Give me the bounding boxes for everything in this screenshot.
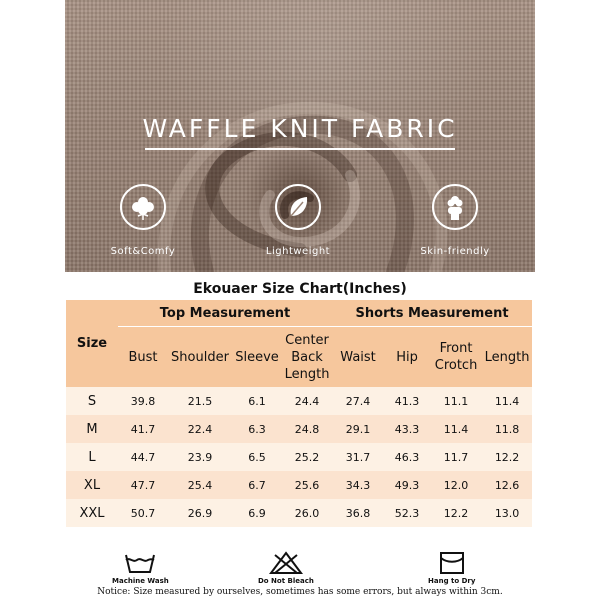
table-cell: 25.6 [282, 471, 332, 499]
table-cell: 43.3 [384, 415, 430, 443]
column-header-waist: Waist [332, 327, 384, 388]
size-cell: XXL [66, 499, 118, 527]
feature-label: Lightweight [265, 246, 331, 257]
table-cell: 11.4 [430, 415, 482, 443]
size-notice: Notice: Size measured by ourselves, sometimes has some errors, but always within 3cm. [97, 587, 503, 597]
column-header-sleeve: Sleeve [232, 327, 282, 388]
top-measurement-header: Top Measurement [118, 300, 332, 327]
size-chart-title: Ekouaer Size Chart(Inches) [193, 281, 407, 297]
care-item-do-not-bleach [258, 551, 314, 585]
table-cell: 24.4 [282, 387, 332, 415]
table-cell: 26.9 [168, 499, 232, 527]
column-header-front-crotch: Front Crotch [430, 327, 482, 388]
table-row [66, 387, 532, 415]
table-cell: 25.2 [282, 443, 332, 471]
hang-to-dry-icon [437, 551, 467, 575]
feature-label: Soft&Comfy [110, 246, 176, 257]
cotton-flower-icon [120, 184, 166, 230]
table-cell: 6.1 [232, 387, 282, 415]
fabric-hero-image [65, 0, 535, 272]
table-cell: 13.0 [482, 499, 532, 527]
shorts-measurement-header: Shorts Measurement [332, 300, 532, 327]
column-header-length: Length [482, 327, 532, 388]
title-underline [145, 148, 455, 150]
fabric-title: WAFFLE KNIT FABRIC [142, 114, 458, 143]
table-row [66, 443, 532, 471]
size-column-header: Size [66, 300, 118, 387]
column-header-bust: Bust [118, 327, 168, 388]
table-cell: 6.7 [232, 471, 282, 499]
table-cell: 23.9 [168, 443, 232, 471]
table-cell: 47.7 [118, 471, 168, 499]
table-cell: 41.7 [118, 415, 168, 443]
care-label: Machine Wash [112, 577, 169, 585]
table-cell: 12.0 [430, 471, 482, 499]
column-header-shoulder: Shoulder [168, 327, 232, 388]
table-cell: 22.4 [168, 415, 232, 443]
care-label: Hang to Dry [428, 577, 476, 585]
table-cell: 12.6 [482, 471, 532, 499]
size-chart-table [66, 300, 532, 527]
table-cell: 26.0 [282, 499, 332, 527]
table-cell: 24.8 [282, 415, 332, 443]
table-cell: 11.7 [430, 443, 482, 471]
table-cell: 44.7 [118, 443, 168, 471]
table-row [66, 415, 532, 443]
table-row [66, 471, 532, 499]
table-cell: 29.1 [332, 415, 384, 443]
table-cell: 11.4 [482, 387, 532, 415]
table-cell: 49.3 [384, 471, 430, 499]
care-item-hang-to-dry [428, 551, 475, 585]
table-cell: 12.2 [482, 443, 532, 471]
table-cell: 36.8 [332, 499, 384, 527]
machine-wash-icon [123, 551, 157, 575]
size-cell: L [66, 443, 118, 471]
column-header-center-back-length: Center Back Length [282, 327, 332, 388]
column-header-hip: Hip [384, 327, 430, 388]
table-cell: 50.7 [118, 499, 168, 527]
table-cell: 6.9 [232, 499, 282, 527]
table-cell: 46.3 [384, 443, 430, 471]
table-cell: 41.3 [384, 387, 430, 415]
size-cell: S [66, 387, 118, 415]
table-cell: 12.2 [430, 499, 482, 527]
table-cell: 52.3 [384, 499, 430, 527]
table-cell: 39.8 [118, 387, 168, 415]
table-cell: 11.8 [482, 415, 532, 443]
do-not-bleach-icon [269, 551, 303, 575]
table-row [66, 499, 532, 527]
table-cell: 31.7 [332, 443, 384, 471]
table-cell: 25.4 [168, 471, 232, 499]
table-cell: 6.5 [232, 443, 282, 471]
table-cell: 27.4 [332, 387, 384, 415]
size-cell: M [66, 415, 118, 443]
table-cell: 21.5 [168, 387, 232, 415]
feature-label: Skin-friendly [420, 246, 490, 257]
hand-holding-cotton-icon [432, 184, 478, 230]
table-cell: 34.3 [332, 471, 384, 499]
table-cell: 6.3 [232, 415, 282, 443]
leaf-icon [275, 184, 321, 230]
table-cell: 11.1 [430, 387, 482, 415]
size-cell: XL [66, 471, 118, 499]
care-label: Do Not Bleach [258, 577, 314, 585]
care-item-machine-wash [112, 551, 169, 585]
